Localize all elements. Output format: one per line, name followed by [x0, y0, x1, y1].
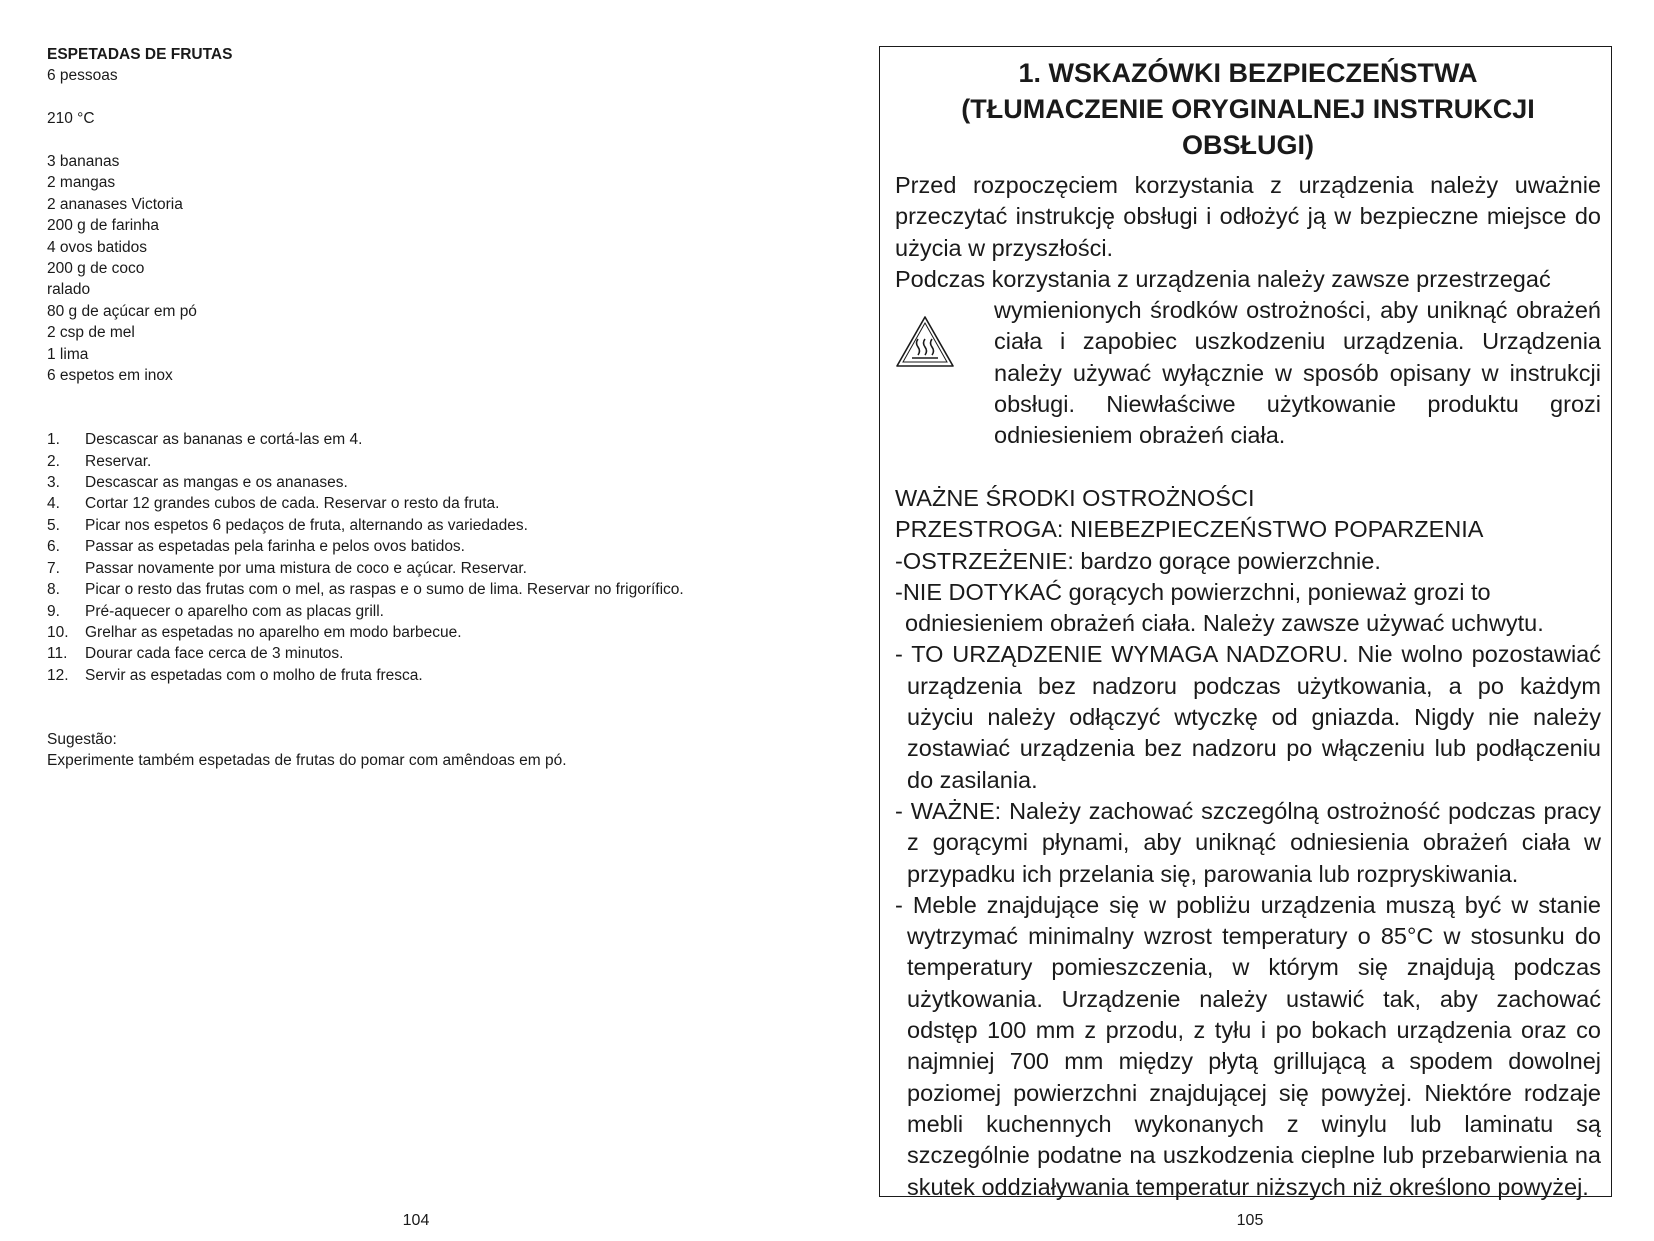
- step-item: 4. Cortar 12 grandes cubos de cada. Reservar o resto da fruta.: [47, 495, 500, 513]
- recipe-title: ESPETADAS DE FRUTAS: [47, 46, 233, 63]
- ingredient-item: 4 ovos batidos: [47, 238, 147, 256]
- no-touch-warning: -NIE DOTYKAĆ gorących powierzchni, ponieważ grozi to: [895, 578, 1491, 605]
- no-touch-warning-cont: odniesieniem obrażeń ciała. Należy zawsze używać uchwytu.: [905, 610, 1544, 637]
- precautions-text: wymienionych środków ostrożności, aby uniknąć obrażeń ciała i zapobiec uszkodzeniu urządzenia. Urządzenia należy używać wyłącznie w sposób opisany w instrukcji obsługi. Niewłaściwe użytkowanie produktu grozi odniesieniem obrażeń ciała.: [994, 297, 1601, 449]
- caution-heading: PRZESTROGA: NIEBEZPIECZEŃSTWO POPARZENIA: [895, 516, 1484, 543]
- page-number-left: 104: [402, 1212, 430, 1229]
- step-list: [47, 429, 767, 686]
- step-item: 3. Descascar as mangas e os ananases.: [47, 474, 348, 492]
- step-item: 2. Reservar.: [47, 452, 152, 470]
- suggestion-label: Sugestão:: [47, 730, 117, 748]
- intro-paragraph: Przed rozpoczęciem korzystania z urządzenia należy uważnie przeczytać instrukcję obsługi i odłożyć ją w bezpieczne miejsce do użycia w przyszłości.: [895, 172, 1601, 261]
- step-item: 7. Passar novamente por uma mistura de coco e açúcar. Reservar.: [47, 559, 527, 577]
- ingredient-item: 1 lima: [47, 345, 89, 363]
- temperature: 210 °C: [47, 110, 95, 128]
- ingredient-item: 2 mangas: [47, 174, 116, 192]
- step-item: 6. Passar as espetadas pela farinha e pelos ovos batidos.: [47, 538, 465, 556]
- step-item: 8. Picar o resto das frutas com o mel, as raspas e o sumo de lima. Reservar no frigorífico.: [47, 581, 684, 599]
- ingredient-item: 80 g de açúcar em pó: [47, 302, 197, 320]
- safety-body: [895, 170, 1601, 1203]
- ingredient-item: 2 csp de mel: [47, 324, 135, 342]
- section-heading: [895, 55, 1601, 163]
- ingredient-item: 200 g de coco: [47, 260, 145, 278]
- hot-liquids-warning: - WAŻNE: Należy zachować szczególną ostrożność podczas pracy z gorącymi płynami, aby uniknąć odniesienia obrażeń ciała w przypadku ich przelania się, parowania lub rozpryskiwania.: [895, 797, 1601, 887]
- safety-instructions-box: [879, 46, 1612, 1200]
- step-item: 12. Servir as espetadas com o molho de fruta fresca.: [47, 666, 423, 684]
- important-heading: WAŻNE ŚRODKI OSTROŻNOŚCI: [895, 484, 1255, 511]
- step-item: 10. Grelhar as espetadas no aparelho em modo barbecue.: [47, 623, 462, 641]
- step-item: 11. Dourar cada face cerca de 3 minutos.: [47, 645, 344, 663]
- step-item: 5. Picar nos espetos 6 pedaços de fruta, alternando as variedades.: [47, 516, 528, 534]
- ingredient-item: ralado: [47, 281, 91, 299]
- warning-hot-surfaces: -OSTRZEŻENIE: bardzo gorące powierzchnie.: [895, 547, 1381, 574]
- servings: 6 pessoas: [47, 67, 118, 85]
- ingredient-item: 2 ananases Victoria: [47, 195, 183, 213]
- precautions-lead: Podczas korzystania z urządzenia należy zawsze przestrzegać: [895, 265, 1551, 292]
- hot-surface-warning-icon: [895, 315, 955, 369]
- ingredient-item: 6 espetos em inox: [47, 367, 173, 385]
- suggestion-text: Experimente também espetadas de frutas do pomar com amêndoas em pó.: [47, 752, 567, 770]
- heading-line-1: 1. WSKAZÓWKI BEZPIECZEŃSTWA: [1018, 58, 1478, 88]
- ingredient-item: 200 g de farinha: [47, 217, 160, 235]
- heading-line-2: (TŁUMACZENIE ORYGINALNEJ INSTRUKCJI OBSŁUGI): [961, 94, 1535, 160]
- furniture-warning: - Meble znajdujące się w pobliżu urządzenia muszą być w stanie wytrzymać minimalny wzrost temperatury o 85°C w stosunku do temperatury pomieszczenia, w którym się znajdują podczas użytkowania. Urządzenie należy ustawić tak, aby zachować odstęp 100 mm z przodu, z tyłu i po bokach urządzenia oraz co najmniej 700 mm między płytą grillującą a spodem dowolnej poziomej powierzchni znajdującej się powyżej. Niektóre rodzaje mebli kuchennych wykonanych z winylu lub laminatu są szczególnie podatne na uszkodzenia cieplne lub przebarwienia na skutek oddziaływania temperatur niższych niż określono powyżej.: [895, 891, 1601, 1200]
- page-number-right: 105: [1236, 1212, 1264, 1229]
- step-item: 9. Pré-aquecer o aparelho com as placas grill.: [47, 602, 384, 620]
- ingredient-list: [47, 151, 767, 386]
- ingredient-item: 3 bananas: [47, 153, 120, 170]
- left-page: [47, 44, 767, 772]
- step-item: 1. Descascar as bananas e cortá-las em 4.: [47, 431, 363, 449]
- hot-surface-warning: [895, 295, 1601, 451]
- supervision-warning: - TO URZĄDZENIE WYMAGA NADZORU. Nie wolno pozostawiać urządzenia bez nadzoru podczas użytkowania, a po każdym użyciu należy odłączyć wtyczkę od gniazda. Nigdy nie należy zostawiać urządzenia bez nadzoru po włączeniu lub podłączeniu do zasilania.: [895, 641, 1601, 793]
